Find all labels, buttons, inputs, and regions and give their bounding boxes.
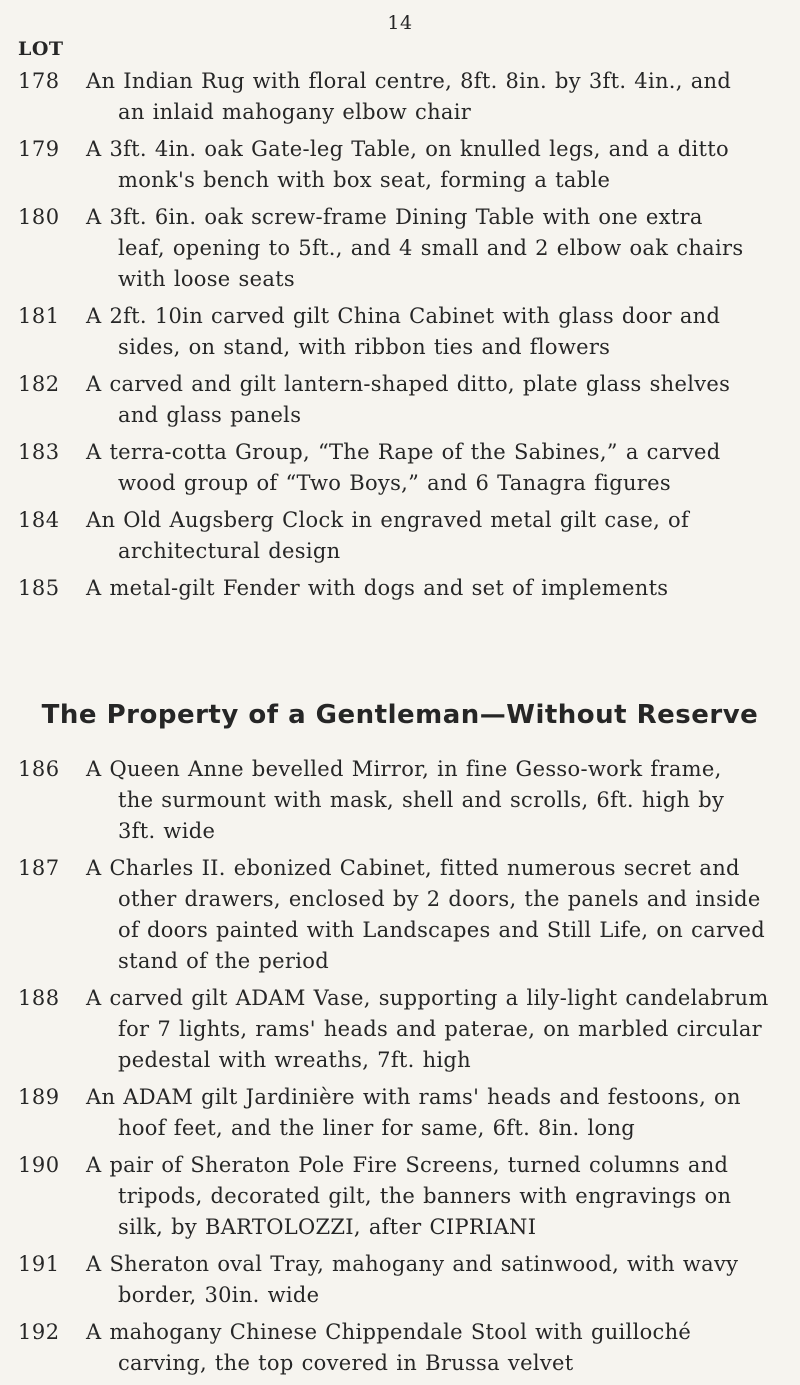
lot-entry [0, 369, 800, 431]
lot-number: 190 [18, 1153, 60, 1177]
lot-entry [0, 1249, 800, 1311]
lot-description-line: carving, the top covered in Brussa velvet [118, 1351, 574, 1375]
lot-description [86, 369, 780, 431]
lot-entry [0, 1150, 800, 1243]
lot-description-line: A Charles II. ebonized Cabinet, fitted numerous secret and [86, 856, 740, 880]
lot-entry [0, 437, 800, 499]
lot-number: 185 [18, 576, 60, 600]
lot-number: 182 [18, 372, 60, 396]
lot-description [86, 505, 780, 567]
lot-description-line: monk's bench with box seat, forming a table [118, 168, 611, 192]
lot-description-line: for 7 lights, rams' heads and paterae, on marbled circular [118, 1017, 763, 1041]
lot-description-line: hoof feet, and the liner for same, 6ft. 8in. long [118, 1116, 636, 1140]
lot-description-line: A carved and gilt lantern-shaped ditto, plate glass shelves [86, 372, 731, 396]
lot-number: 187 [18, 856, 60, 880]
lot-number: 181 [18, 304, 60, 328]
lot-description-line: An Indian Rug with floral centre, 8ft. 8in. by 3ft. 4in., and [86, 69, 732, 93]
lot-entry [0, 853, 800, 977]
lot-entry [0, 573, 800, 604]
lot-description-line: the surmount with mask, shell and scrolls, 6ft. high by [118, 788, 725, 812]
lot-description-line: leaf, opening to 5ft., and 4 small and 2 elbow oak chairs [118, 236, 744, 260]
lot-description-line: an inlaid mahogany elbow chair [118, 100, 472, 124]
section-heading: The Property of a Gentleman—Without Reserve [41, 700, 759, 730]
lot-description-line: A 3ft. 6in. oak screw-frame Dining Table with one extra [86, 205, 703, 229]
lot-description [86, 301, 780, 363]
lot-entry [0, 202, 800, 295]
lot-description-line: pedestal with wreaths, 7ft. high [118, 1048, 471, 1072]
lot-number: 189 [18, 1085, 60, 1109]
lot-entry [0, 754, 800, 847]
lot-list-section-1 [0, 66, 800, 610]
lot-entry [0, 1082, 800, 1144]
lot-description [86, 754, 780, 847]
lot-entry [0, 505, 800, 567]
lot-column-header: LOT [18, 38, 64, 60]
lot-description-line: stand of the period [118, 949, 329, 973]
lot-description-line: An ADAM gilt Jardinière with rams' heads and festoons, on [86, 1085, 741, 1109]
lot-description [86, 1150, 780, 1243]
lot-number: 184 [18, 508, 60, 532]
lot-number: 191 [18, 1252, 60, 1276]
lot-description [86, 134, 780, 196]
lot-description-line: An Old Augsberg Clock in engraved metal gilt case, of [86, 508, 690, 532]
lot-description-line: and glass panels [118, 403, 302, 427]
lot-number: 186 [18, 757, 60, 781]
lot-description-line: silk, by BARTOLOZZI, after CIPRIANI [118, 1215, 537, 1239]
lot-description-line: with loose seats [118, 267, 295, 291]
lot-number: 192 [18, 1320, 60, 1344]
page-number: 14 [387, 12, 413, 34]
lot-description-line: A terra-cotta Group, “The Rape of the Sabines,” a carved [86, 440, 721, 464]
lot-description-line: A Queen Anne bevelled Mirror, in fine Gesso-work frame, [86, 757, 722, 781]
lot-description [86, 853, 780, 977]
lot-number: 183 [18, 440, 60, 464]
lot-description [86, 983, 780, 1076]
lot-description-line: sides, on stand, with ribbon ties and flowers [118, 335, 611, 359]
lot-description-line: A mahogany Chinese Chippendale Stool with guilloché [86, 1320, 692, 1344]
lot-entry [0, 983, 800, 1076]
lot-number: 188 [18, 986, 60, 1010]
lot-description-line: A pair of Sheraton Pole Fire Screens, turned columns and [86, 1153, 729, 1177]
lot-description-line: A metal-gilt Fender with dogs and set of implements [86, 576, 669, 600]
lot-description [86, 437, 780, 499]
lot-description-line: A 2ft. 10in carved gilt China Cabinet with glass door and [86, 304, 721, 328]
lot-description-line: 3ft. wide [118, 819, 216, 843]
lot-description-line: tripods, decorated gilt, the banners with engravings on [118, 1184, 732, 1208]
lot-description-line: wood group of “Two Boys,” and 6 Tanagra figures [118, 471, 671, 495]
lot-entry [0, 301, 800, 363]
lot-description-line: of doors painted with Landscapes and Still Life, on carved [118, 918, 765, 942]
lot-entry [0, 66, 800, 128]
lot-description-line: border, 30in. wide [118, 1283, 320, 1307]
lot-description-line: A 3ft. 4in. oak Gate-leg Table, on knulled legs, and a ditto [86, 137, 729, 161]
lot-description-line: other drawers, enclosed by 2 doors, the panels and inside [118, 887, 761, 911]
lot-number: 180 [18, 205, 60, 229]
lot-description [86, 66, 780, 128]
lot-entry [0, 134, 800, 196]
lot-list-section-2 [0, 754, 800, 1385]
lot-description-line: A Sheraton oval Tray, mahogany and satinwood, with wavy [86, 1252, 739, 1276]
lot-description [86, 202, 780, 295]
lot-description-line: A carved gilt ADAM Vase, supporting a lily-light candelabrum [86, 986, 769, 1010]
lot-number: 178 [18, 69, 60, 93]
lot-description [86, 1249, 780, 1311]
lot-description [86, 1082, 780, 1144]
lot-number: 179 [18, 137, 60, 161]
lot-description-line: architectural design [118, 539, 341, 563]
lot-description [86, 573, 780, 604]
